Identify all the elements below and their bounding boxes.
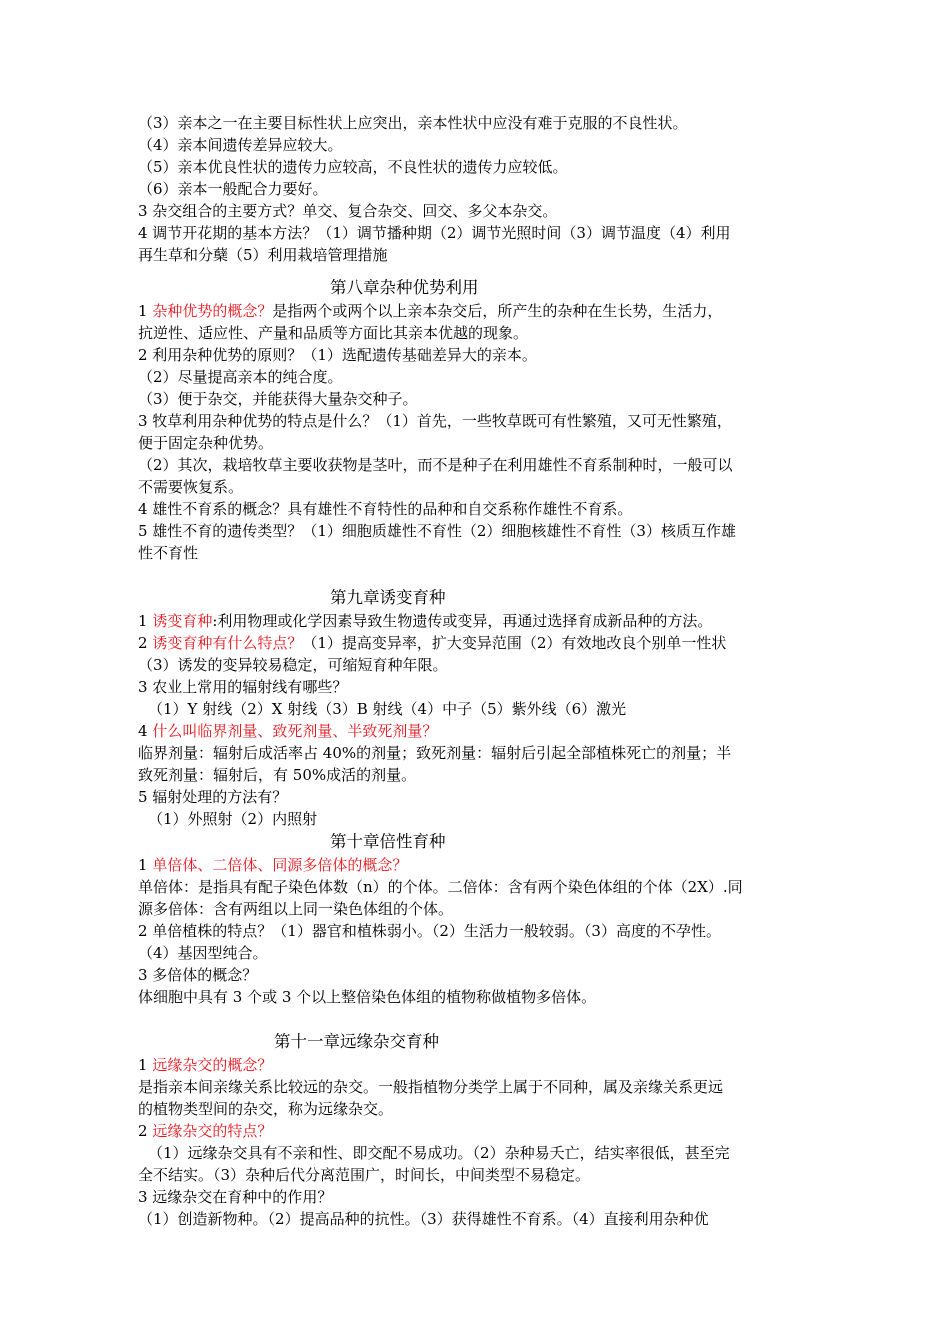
text-line: 再生草和分蘖（5）利用栽培管理措施	[138, 246, 388, 264]
highlighted-question: 远缘杂交的特点？	[152, 1122, 273, 1140]
text-line: 4 雄性不育系的概念？具有雄性不育特性的品种和自交系称作雄性不育系。	[138, 500, 633, 518]
question-number: 1	[138, 1056, 153, 1074]
text-line: （4）基因型纯合。	[138, 944, 268, 962]
text-line: 不需要恢复系。	[138, 478, 244, 496]
text-line: （1）创造新物种。（2）提高品种的抗性。（3）获得雄性不育系。（4）直接利用杂种优	[138, 1210, 709, 1228]
chapter-title: 第十章倍性育种	[330, 832, 446, 851]
question-number: 1	[138, 856, 153, 874]
text-line: 4 调节开花期的基本方法？（1）调节播种期（2）调节光照时间（3）调节温度（4）利用	[138, 224, 731, 242]
text-line: 体细胞中具有 3 个或 3 个以上整倍染色体组的植物称做植物多倍体。	[138, 988, 597, 1006]
text-line: 2 利用杂种优势的原则？（1）选配遗传基础差异大的亲本。	[138, 346, 537, 364]
text-line: 5 辐射处理的方法有？	[138, 788, 288, 806]
chapter-title: 第八章杂种优势利用	[330, 278, 479, 297]
chapter-title: 第十一章远缘杂交育种	[274, 1032, 439, 1051]
highlighted-question: 单倍体、二倍体、同源多倍体的概念？	[152, 856, 408, 874]
text-line: （4）亲本间遗传差异应较大。	[138, 136, 343, 154]
chapter-9	[138, 586, 818, 830]
highlighted-question: 什么叫临界剂量、致死剂量、半致死剂量？	[152, 722, 438, 740]
chapter-10	[138, 830, 818, 1008]
question-number: 4	[138, 722, 153, 740]
chapter-8	[138, 276, 818, 564]
text-line: 便于固定杂种优势。	[138, 434, 274, 452]
question-number: 1	[138, 302, 153, 320]
question-line	[138, 1054, 818, 1076]
question-line	[138, 632, 818, 654]
text-line: 是指亲本间亲缘关系比较远的杂交。一般指植物分类学上属于不同种，属及亲缘关系更远	[138, 1078, 724, 1096]
text-line: （1）Y 射线（2）X 射线（3）B 射线（4）中子（5）紫外线（6）激光	[148, 700, 627, 718]
answer-text: 是指两个或两个以上亲本杂交后，所产生的杂种在生长势，生活力，	[272, 302, 723, 320]
text-line: 3 远缘杂交在育种中的作用？	[138, 1188, 333, 1206]
text-line: 性不育性	[138, 544, 199, 562]
question-line	[138, 1120, 818, 1142]
text-line: （3）诱发的变异较易稳定，可缩短育种年限。	[138, 656, 448, 674]
text-line: 3 杂交组合的主要方式？单交、复合杂交、回交、多父本杂交。	[138, 202, 558, 220]
text-line: 3 多倍体的概念？	[138, 966, 258, 984]
text-line: 临界剂量：辐射后成活率占 40%的剂量；致死剂量：辐射后引起全部植株死亡的剂量；半	[138, 744, 732, 762]
text-line: 2 单倍植株的特点？（1）器官和植株弱小。（2）生活力一般较弱。（3）高度的不孕性。	[138, 922, 721, 940]
chapter-11	[138, 1030, 818, 1230]
answer-text: :利用物理或化学因素导致生物遗传或变异，再通过选择育成新品种的方法。	[212, 612, 713, 630]
text-line: （3）便于杂交，并能获得大量杂交种子。	[138, 390, 418, 408]
text-line: （1）外照射（2）内照射	[148, 810, 318, 828]
question-number: 1	[138, 612, 153, 630]
text-line: 全不结实。（3）杂种后代分离范围广，时间长，中间类型不易稳定。	[138, 1166, 591, 1184]
text-line: 3 农业上常用的辐射线有哪些？	[138, 678, 348, 696]
text-line: （5）亲本优良性状的遗传力应较高，不良性状的遗传力应较低。	[138, 158, 568, 176]
question-line	[138, 720, 818, 742]
text-line: （1）远缘杂交具有不亲和性、即交配不易成功。（2）杂种易夭亡，结实率很低，甚至完	[148, 1144, 730, 1162]
highlighted-question: 诱变育种有什么特点？	[152, 634, 303, 652]
text-line: 3 牧草利用杂种优势的特点是什么？（1）首先，一些牧草既可有性繁殖，又可无性繁殖，	[138, 412, 732, 430]
text-line: （3）亲本之一在主要目标性状上应突出，亲本性状中应没有难于克服的不良性状。	[138, 114, 688, 132]
question-line	[138, 300, 818, 322]
text-line: 单倍体：是指具有配子染色体数（n）的个体。二倍体：含有两个染色体组的个体（2X）.同	[138, 878, 743, 896]
question-number: 2	[138, 634, 153, 652]
text-line: 5 雄性不育的遗传类型？（1）细胞质雄性不育性（2）细胞核雄性不育性（3）核质互作雄	[138, 522, 736, 540]
text-line: （6）亲本一般配合力要好。	[138, 180, 328, 198]
text-line: 致死剂量：辐射后，有 50%成活的剂量。	[138, 766, 417, 784]
answer-text: （1）提高变异率，扩大变异范围（2）有效地改良个别单一性状	[302, 634, 727, 652]
text-line: 源多倍体：含有两组以上同一染色体组的个体。	[138, 900, 454, 918]
document-page	[138, 112, 818, 1230]
question-number: 2	[138, 1122, 153, 1140]
text-line: （2）尽量提高亲本的纯合度。	[138, 368, 343, 386]
text-line: （2）其次，栽培牧草主要收获物是茎叶，而不是种子在利用雄性不育系制种时，一般可以	[138, 456, 733, 474]
text-line: 抗逆性、适应性、产量和品质等方面比其亲本优越的现象。	[138, 324, 529, 342]
section-parent-selection	[138, 112, 818, 266]
question-line	[138, 610, 818, 632]
highlighted-question: 杂种优势的概念？	[152, 302, 273, 320]
highlighted-question: 远缘杂交的概念？	[152, 1056, 273, 1074]
highlighted-question: 诱变育种	[152, 612, 213, 630]
question-line	[138, 854, 818, 876]
text-line: 的植物类型间的杂交，称为远缘杂交。	[138, 1100, 394, 1118]
chapter-title: 第九章诱变育种	[330, 588, 446, 607]
